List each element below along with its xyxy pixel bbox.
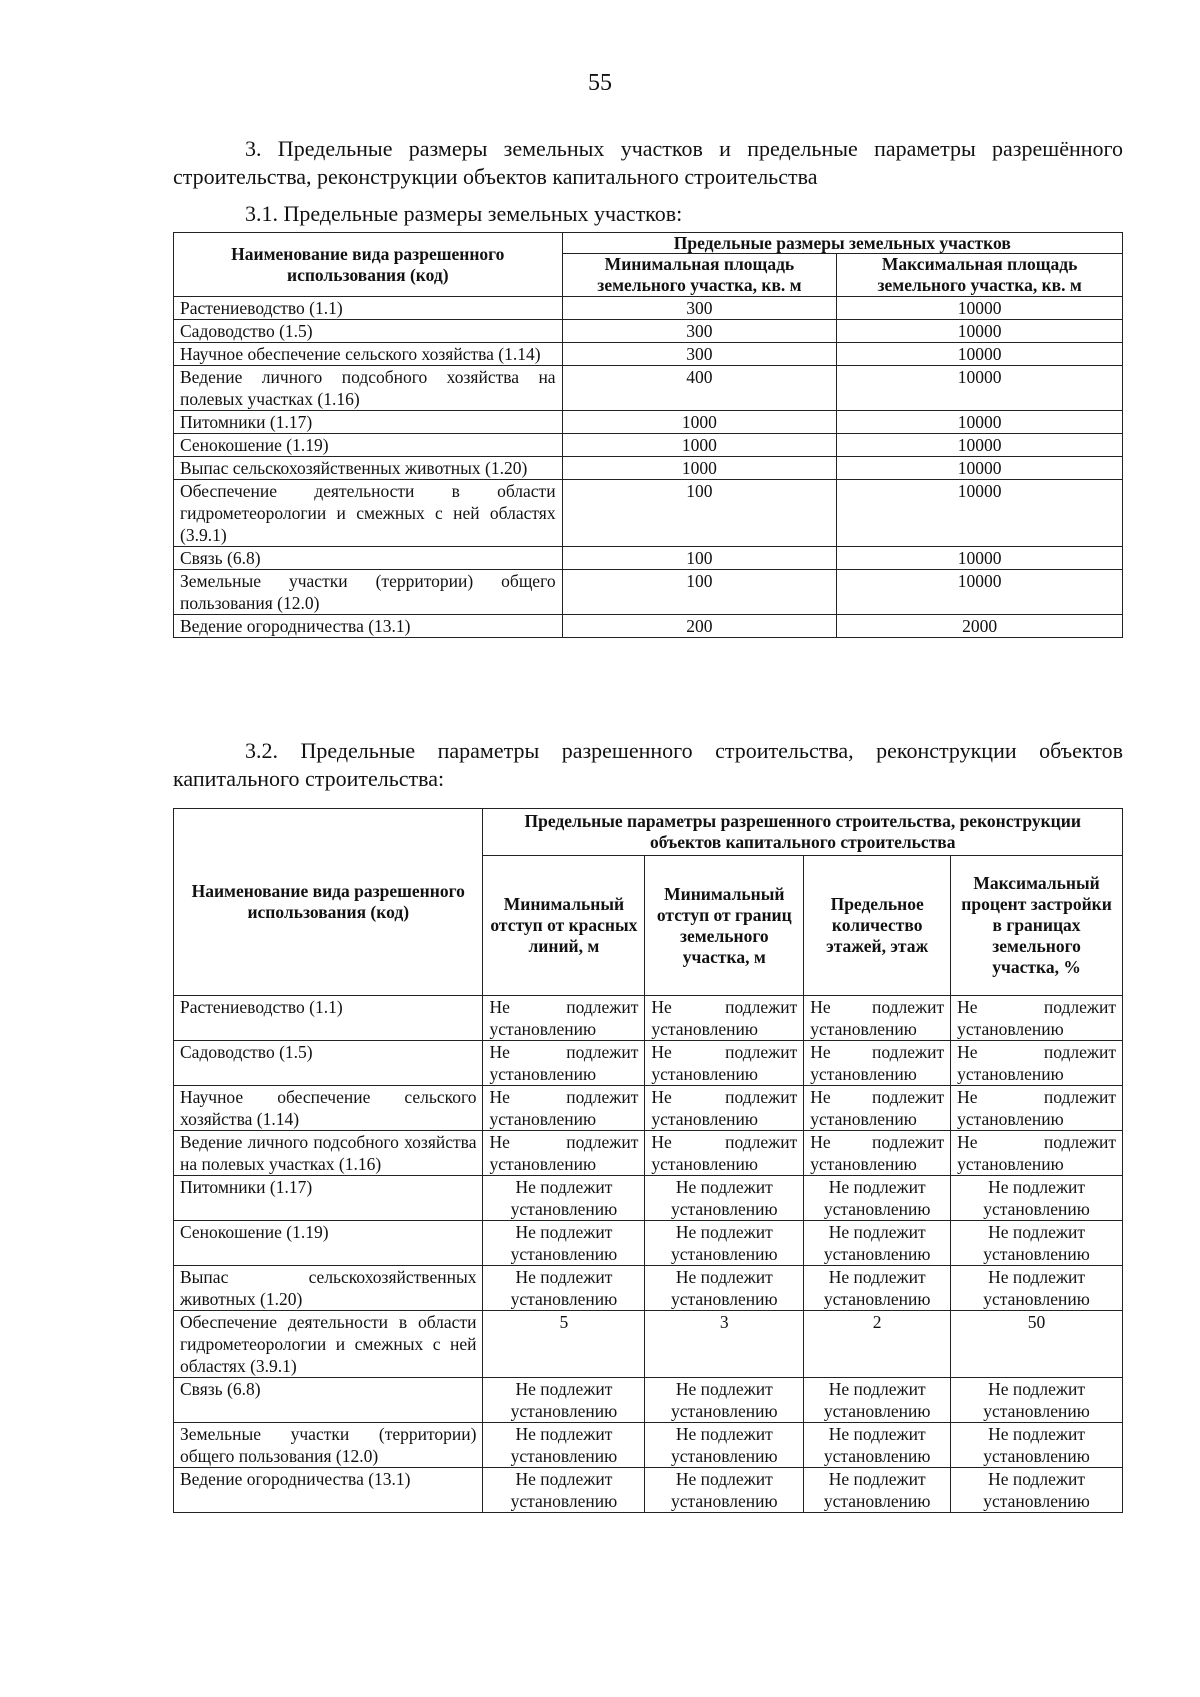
page-number: 55 — [588, 70, 612, 96]
land-use-name: Научное обеспечение сельского хозяйства (1.14) — [174, 1086, 483, 1131]
table-row — [174, 1423, 1123, 1468]
table2-header-floors: Предельное количество этажей, этаж — [804, 856, 951, 996]
min-area-value: 400 — [562, 366, 837, 411]
table-row — [174, 615, 1123, 638]
land-use-name: Садоводство (1.5) — [174, 1041, 483, 1086]
max-area-value: 10000 — [837, 480, 1123, 547]
section-3-heading — [173, 135, 1123, 191]
table2-body — [174, 996, 1123, 1513]
table1-header-max: Максимальная площадь земельного участка, кв. м — [837, 254, 1123, 297]
max-area-value: 10000 — [837, 366, 1123, 411]
floors-value: Не подлежит установлению — [804, 1423, 951, 1468]
table-row — [174, 457, 1123, 480]
border-setback-value: Не подлежит установлению — [645, 1221, 804, 1266]
land-use-name: Выпас сельскохозяйственных животных (1.20) — [174, 457, 563, 480]
construction-parameters-table — [173, 808, 1123, 1513]
border-setback-value: Не подлежит установлению — [645, 1266, 804, 1311]
table-row — [174, 1468, 1123, 1513]
max-area-value: 10000 — [837, 411, 1123, 434]
land-plot-size-table — [173, 232, 1123, 638]
floors-value: Не подлежит установлению — [804, 1468, 951, 1513]
min-area-value: 200 — [562, 615, 837, 638]
section-3-2-heading — [173, 737, 1123, 793]
floors-value: Не подлежит установлению — [804, 1176, 951, 1221]
table-row — [174, 1378, 1123, 1423]
max-area-value: 10000 — [837, 343, 1123, 366]
floors-value: Не подлежит установлению — [804, 1086, 951, 1131]
table-row — [174, 366, 1123, 411]
land-use-name: Ведение огородничества (13.1) — [174, 1468, 483, 1513]
land-use-name: Растениеводство (1.1) — [174, 297, 563, 320]
section-3-2-heading-text: 3.2. Предельные параметры разрешенного строительства, реконструкции объектов капитального строительства: — [173, 738, 1123, 791]
floors-value: Не подлежит установлению — [804, 1221, 951, 1266]
table2-header-coverage: Максимальный процент застройки в границах земельного участка, % — [951, 856, 1123, 996]
table-row — [174, 480, 1123, 547]
coverage-value: Не подлежит установлению — [951, 996, 1123, 1041]
table2-header-red-line-setback: Минимальный отступ от красных линий, м — [483, 856, 645, 996]
land-use-name: Ведение огородничества (13.1) — [174, 615, 563, 638]
table-row — [174, 1131, 1123, 1176]
border-setback-value: Не подлежит установлению — [645, 1423, 804, 1468]
land-use-name: Садоводство (1.5) — [174, 320, 563, 343]
max-area-value: 10000 — [837, 457, 1123, 480]
floors-value: Не подлежит установлению — [804, 1378, 951, 1423]
coverage-value: Не подлежит установлению — [951, 1266, 1123, 1311]
coverage-value: Не подлежит установлению — [951, 1378, 1123, 1423]
land-use-name: Выпас сельскохозяйственных животных (1.20) — [174, 1266, 483, 1311]
min-area-value: 1000 — [562, 457, 837, 480]
max-area-value: 10000 — [837, 547, 1123, 570]
land-use-name: Связь (6.8) — [174, 1378, 483, 1423]
red-line-setback-value: Не подлежит установлению — [483, 1041, 645, 1086]
land-use-name: Ведение личного подсобного хозяйства на полевых участках (1.16) — [174, 366, 563, 411]
min-area-value: 100 — [562, 480, 837, 547]
red-line-setback-value: Не подлежит установлению — [483, 1221, 645, 1266]
land-use-name: Обеспечение деятельности в области гидрометеорологии и смежных с ней областях (3.9.1) — [174, 480, 563, 547]
floors-value: Не подлежит установлению — [804, 1266, 951, 1311]
table-row — [174, 434, 1123, 457]
border-setback-value: Не подлежит установлению — [645, 1378, 804, 1423]
land-use-name: Сенокошение (1.19) — [174, 434, 563, 457]
table2-header-group: Предельные параметры разрешенного строительства, реконструкции объектов капитального строительства — [483, 809, 1123, 856]
coverage-value: Не подлежит установлению — [951, 1176, 1123, 1221]
table-row — [174, 411, 1123, 434]
max-area-value: 10000 — [837, 434, 1123, 457]
land-use-name: Ведение личного подсобного хозяйства на полевых участках (1.16) — [174, 1131, 483, 1176]
max-area-value: 10000 — [837, 570, 1123, 615]
red-line-setback-value: Не подлежит установлению — [483, 1131, 645, 1176]
floors-value: Не подлежит установлению — [804, 1131, 951, 1176]
land-use-name: Земельные участки (территории) общего пользования (12.0) — [174, 570, 563, 615]
red-line-setback-value: Не подлежит установлению — [483, 1176, 645, 1221]
coverage-value: Не подлежит установлению — [951, 1221, 1123, 1266]
coverage-value: Не подлежит установлению — [951, 1423, 1123, 1468]
land-use-name: Питомники (1.17) — [174, 411, 563, 434]
coverage-value: Не подлежит установлению — [951, 1131, 1123, 1176]
table-row — [174, 1266, 1123, 1311]
red-line-setback-value: 5 — [483, 1311, 645, 1378]
table1-header-group: Предельные размеры земельных участков — [562, 233, 1122, 254]
min-area-value: 1000 — [562, 434, 837, 457]
land-use-name: Обеспечение деятельности в области гидрометеорологии и смежных с ней областях (3.9.1) — [174, 1311, 483, 1378]
min-area-value: 1000 — [562, 411, 837, 434]
table-row — [174, 1221, 1123, 1266]
coverage-value: Не подлежит установлению — [951, 1468, 1123, 1513]
table1-header-name: Наименование вида разрешенного использования (код) — [174, 233, 563, 297]
table1-body — [174, 297, 1123, 638]
table-row — [174, 996, 1123, 1041]
border-setback-value: Не подлежит установлению — [645, 1131, 804, 1176]
red-line-setback-value: Не подлежит установлению — [483, 1378, 645, 1423]
max-area-value: 10000 — [837, 320, 1123, 343]
red-line-setback-value: Не подлежит установлению — [483, 1266, 645, 1311]
land-use-name: Питомники (1.17) — [174, 1176, 483, 1221]
land-use-name: Сенокошение (1.19) — [174, 1221, 483, 1266]
table-row — [174, 570, 1123, 615]
max-area-value: 10000 — [837, 297, 1123, 320]
land-use-name: Земельные участки (территории) общего пользования (12.0) — [174, 1423, 483, 1468]
table2-header-border-setback: Минимальный отступ от границ земельного участка, м — [645, 856, 804, 996]
border-setback-value: Не подлежит установлению — [645, 1468, 804, 1513]
border-setback-value: Не подлежит установлению — [645, 1086, 804, 1131]
table1-header-min: Минимальная площадь земельного участка, кв. м — [562, 254, 837, 297]
section-3-1-heading-text: 3.1. Предельные размеры земельных участков: — [245, 201, 683, 226]
section-3-heading-text: 3. Предельные размеры земельных участков и предельные параметры разрешённого строительства, реконструкции объектов капитального строительства — [173, 136, 1123, 189]
table2-header-name: Наименование вида разрешенного использования (код) — [174, 809, 483, 996]
table-row — [174, 1041, 1123, 1086]
red-line-setback-value: Не подлежит установлению — [483, 1423, 645, 1468]
red-line-setback-value: Не подлежит установлению — [483, 996, 645, 1041]
min-area-value: 100 — [562, 547, 837, 570]
table-row — [174, 547, 1123, 570]
coverage-value: Не подлежит установлению — [951, 1086, 1123, 1131]
floors-value: 2 — [804, 1311, 951, 1378]
border-setback-value: Не подлежит установлению — [645, 996, 804, 1041]
land-use-name: Связь (6.8) — [174, 547, 563, 570]
table-row — [174, 1311, 1123, 1378]
min-area-value: 300 — [562, 320, 837, 343]
land-use-name: Научное обеспечение сельского хозяйства (1.14) — [174, 343, 563, 366]
table-row — [174, 343, 1123, 366]
floors-value: Не подлежит установлению — [804, 1041, 951, 1086]
red-line-setback-value: Не подлежит установлению — [483, 1468, 645, 1513]
min-area-value: 100 — [562, 570, 837, 615]
min-area-value: 300 — [562, 297, 837, 320]
land-use-name: Растениеводство (1.1) — [174, 996, 483, 1041]
max-area-value: 2000 — [837, 615, 1123, 638]
floors-value: Не подлежит установлению — [804, 996, 951, 1041]
border-setback-value: 3 — [645, 1311, 804, 1378]
table-row — [174, 1176, 1123, 1221]
table-row — [174, 320, 1123, 343]
border-setback-value: Не подлежит установлению — [645, 1041, 804, 1086]
table-row — [174, 297, 1123, 320]
section-3-1-heading — [173, 200, 1123, 228]
coverage-value: 50 — [951, 1311, 1123, 1378]
table-row — [174, 1086, 1123, 1131]
coverage-value: Не подлежит установлению — [951, 1041, 1123, 1086]
min-area-value: 300 — [562, 343, 837, 366]
red-line-setback-value: Не подлежит установлению — [483, 1086, 645, 1131]
border-setback-value: Не подлежит установлению — [645, 1176, 804, 1221]
